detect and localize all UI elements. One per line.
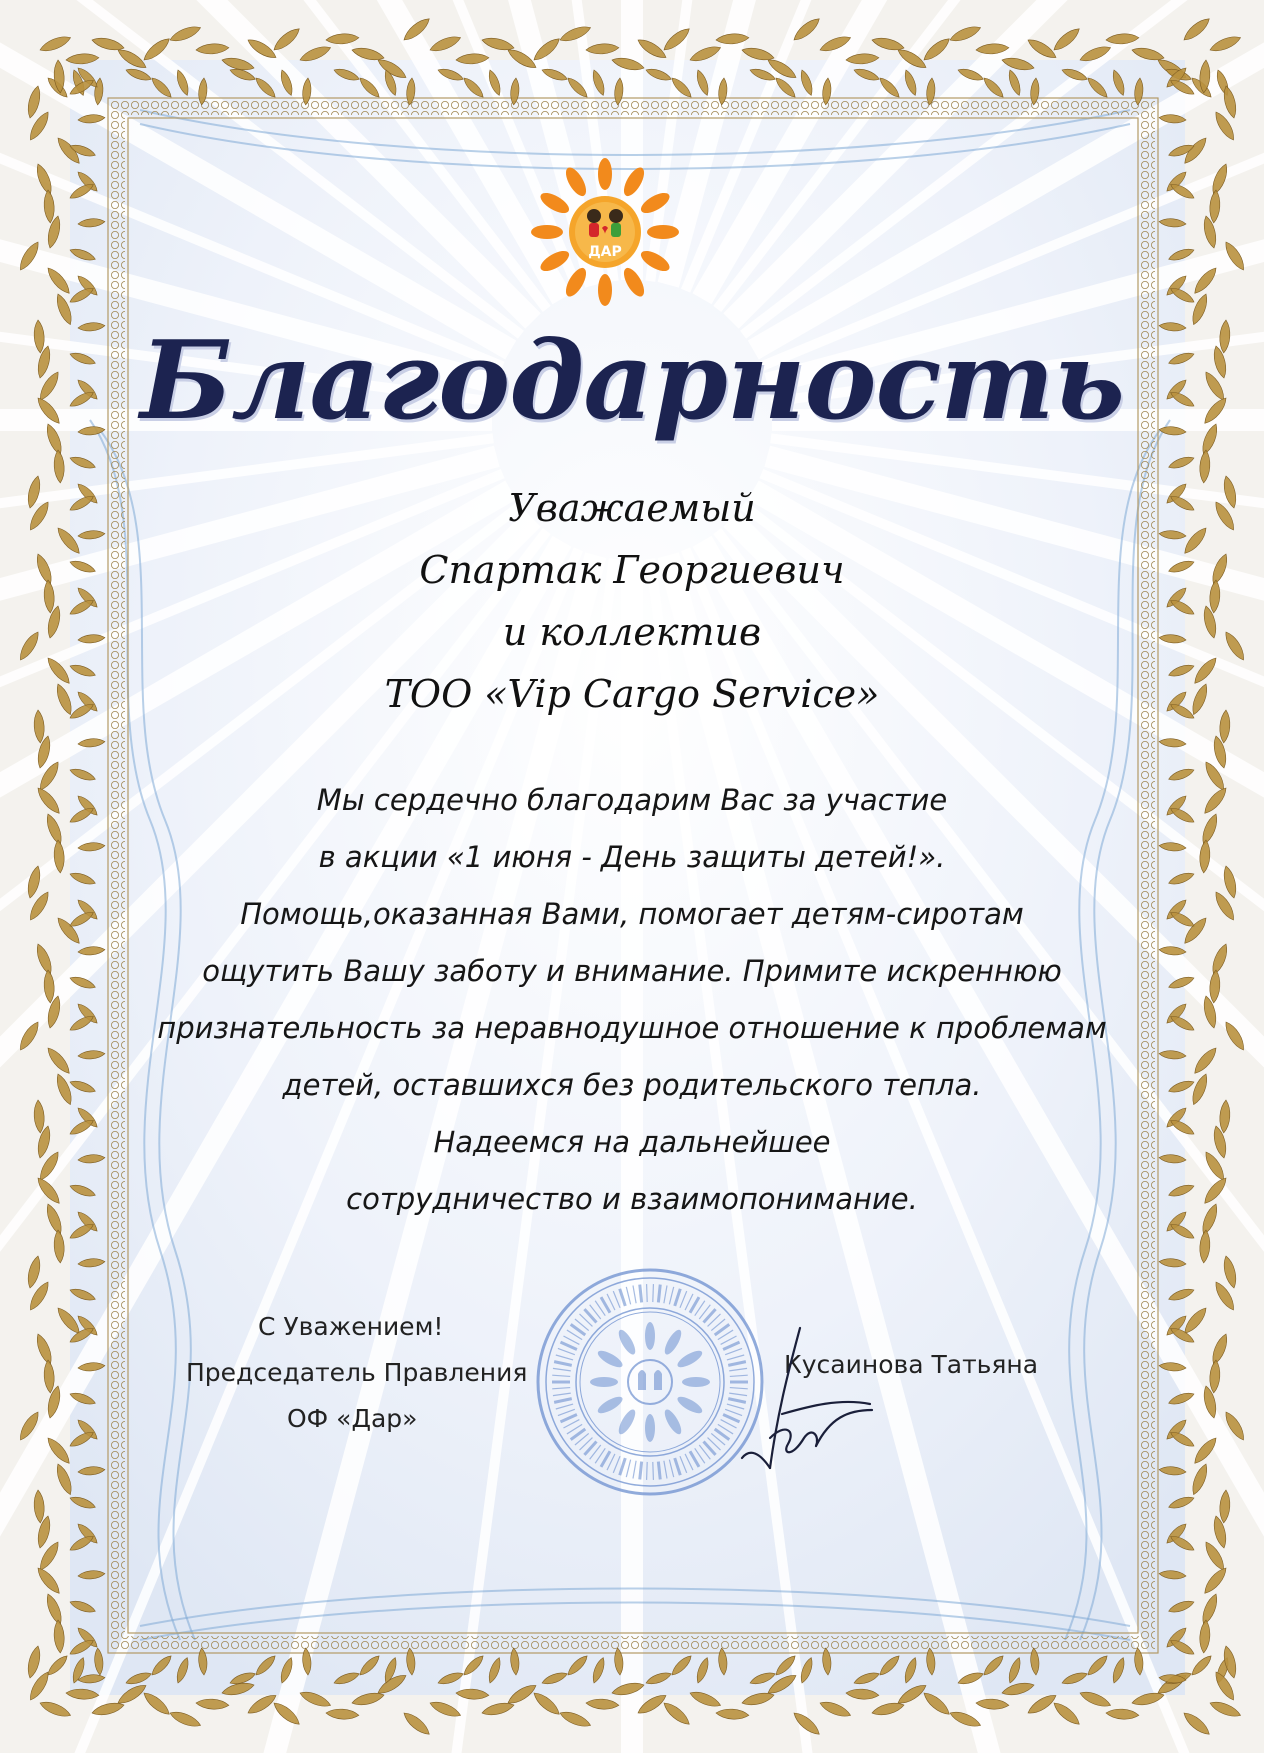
body-line: Надеемся на дальнейшее xyxy=(433,1125,831,1159)
body-line: Мы сердечно благодарим Вас за участие xyxy=(316,783,948,817)
signer-name: Кусаинова Татьяна xyxy=(784,1350,1039,1379)
addressee-line: Спартак Георгиевич xyxy=(419,548,845,592)
certificate-body xyxy=(150,772,1114,1228)
body-line: Помощь,оказанная Вами, помогает детям-сиротам xyxy=(240,897,1024,931)
signature-greeting: С Уважением! xyxy=(258,1312,444,1341)
addressee-line: ТОО «Vip Cargo Service» xyxy=(384,672,880,716)
dar-sun-logo xyxy=(520,150,690,310)
signer-position: Председатель Правления xyxy=(186,1358,528,1387)
body-line: признательность за неравнодушное отношение к проблемам xyxy=(157,1011,1107,1045)
addressee-line: Уважаемый xyxy=(508,486,756,530)
body-line: детей, оставшихся без родительского тепла. xyxy=(282,1068,982,1102)
logo-text: ДАР xyxy=(588,244,622,260)
signer-organization: ОФ «Дар» xyxy=(287,1404,418,1433)
handwritten-signature xyxy=(730,1318,880,1488)
certificate-title: Благодарность xyxy=(140,318,1124,444)
body-line: ощутить Вашу заботу и внимание. Примите искреннюю xyxy=(202,954,1062,988)
addressee-line: и коллектив xyxy=(502,610,762,654)
body-line: в акции «1 июня - День защиты детей!». xyxy=(318,840,946,874)
body-line: сотрудничество и взаимопонимание. xyxy=(346,1182,918,1216)
